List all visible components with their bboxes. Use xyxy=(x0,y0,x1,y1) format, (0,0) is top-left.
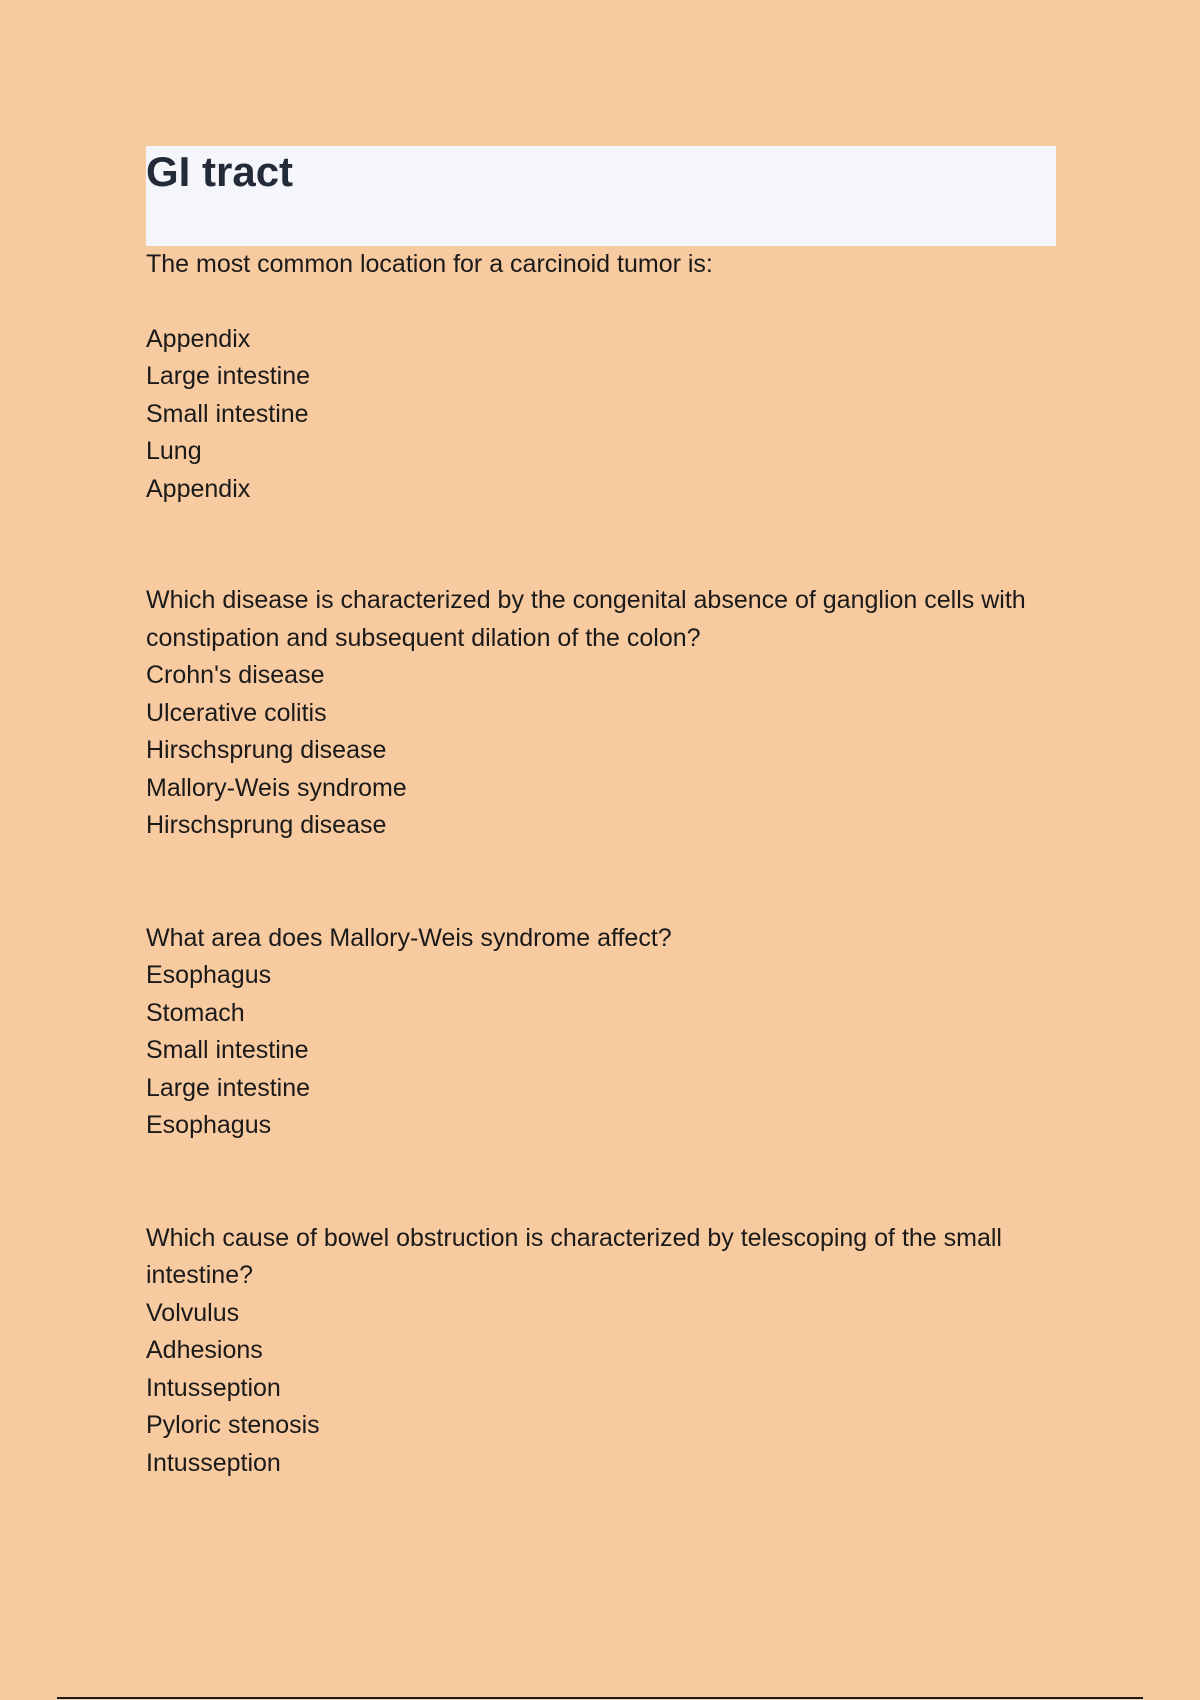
question-text: Which cause of bowel obstruction is characterized by telescoping of the small intestine? xyxy=(146,1223,1002,1289)
correct-answer: Hirschsprung disease xyxy=(146,811,387,839)
answer-option: Ulcerative colitis xyxy=(146,698,327,727)
title-banner xyxy=(146,146,1056,246)
question-block xyxy=(146,1220,1056,1483)
answer-option: Crohn's disease xyxy=(146,661,325,689)
page-title: GI tract xyxy=(146,148,294,195)
answer-option: Adhesions xyxy=(146,1336,263,1364)
answer-option: Small intestine xyxy=(146,1036,309,1064)
spacer xyxy=(146,284,1056,321)
footer-divider xyxy=(57,1697,1143,1699)
question-block xyxy=(146,582,1056,845)
answer-option: Esophagus xyxy=(146,961,272,989)
document-page xyxy=(146,146,1056,1482)
answer-option: Pyloric stenosis xyxy=(146,1411,320,1439)
answer-option: Mallory-Weis syndrome xyxy=(146,773,407,802)
correct-answer: Appendix xyxy=(146,474,251,503)
question-block xyxy=(146,920,1056,1145)
question-block xyxy=(146,246,1056,508)
answer-option: Stomach xyxy=(146,998,245,1027)
answer-option: Appendix xyxy=(146,324,251,353)
question-text: What area does Mallory-Weis syndrome affect? xyxy=(146,923,672,952)
answer-option: Lung xyxy=(146,437,202,465)
answer-option: Large intestine xyxy=(146,1073,311,1102)
answer-option: Volvulus xyxy=(146,1298,240,1327)
answer-option: Intusseption xyxy=(146,1373,281,1402)
question-text: The most common location for a carcinoid tumor is: xyxy=(146,250,713,278)
correct-answer: Esophagus xyxy=(146,1111,272,1139)
answer-option: Small intestine xyxy=(146,399,309,428)
answer-option: Large intestine xyxy=(146,362,311,390)
correct-answer: Intusseption xyxy=(146,1448,281,1477)
question-text: Which disease is characterized by the congenital absence of ganglion cells with constipation and subsequent dilation of the colon? xyxy=(146,586,1026,652)
answer-option: Hirschsprung disease xyxy=(146,736,387,764)
